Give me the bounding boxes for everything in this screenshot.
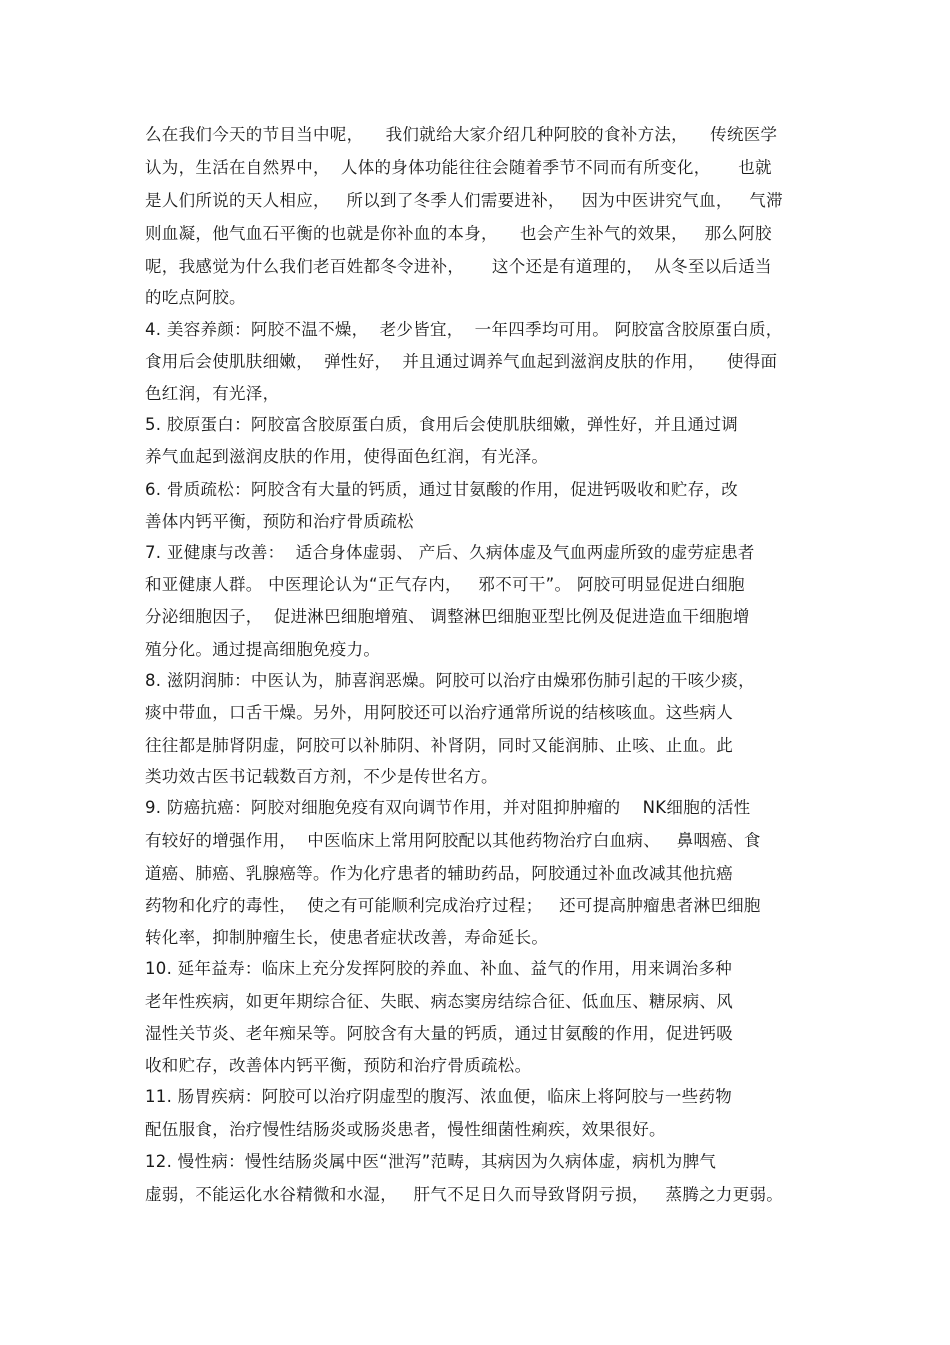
text-line: 呢，我感觉为什么我们老百姓都冬令进补， 这个还是有道理的， 从冬至以后适当 [145, 257, 772, 276]
text-line: 殖分化。通过提高细胞免疫力。 [145, 640, 381, 659]
text-line: 10. 延年益寿：临床上充分发挥阿胶的养血、补血、益气的作用，用来调治多种 [145, 959, 733, 978]
text-line: 认为，生活在自然界中， 人体的身体功能往往会随着季节不同而有所变化， 也就 [145, 158, 772, 177]
text-line: 8. 滋阴润肺：中医认为，肺喜润恶燥。阿胶可以治疗由燥邪伤肺引起的干咳少痰， [145, 671, 755, 690]
text-line: 食用后会使肌肤细嫩， 弹性好， 并且通过调养气血起到滋润皮肤的作用， 使得面 [145, 352, 778, 371]
text-line: 有较好的增强作用， 中医临床上常用阿胶配以其他药物治疗白血病、 鼻咽癌、食 [145, 831, 761, 850]
text-line: 痰中带血，口舌干燥。另外，用阿胶还可以治疗通常所说的结核咳血。这些病人 [145, 703, 733, 722]
text-line: 养气血起到滋润皮肤的作用，使得面色红润，有光泽。 [145, 447, 549, 466]
text-line: 是人们所说的天人相应， 所以到了冬季人们需要进补， 因为中医讲究气血， 气滞 [145, 191, 783, 210]
text-line: 11. 肠胃疾病：阿胶可以治疗阴虚型的腹泻、浓血便，临床上将阿胶与一些药物 [145, 1087, 733, 1106]
text-line: 么在我们今天的节目当中呢， 我们就给大家介绍几种阿胶的食补方法， 传统医学 [145, 125, 778, 144]
text-line: 6. 骨质疏松：阿胶含有大量的钙质，通过甘氨酸的作用，促进钙吸收和贮存，改 [145, 480, 739, 499]
text-line: 色红润，有光泽， [145, 384, 280, 403]
text-line: 分泌细胞因子， 促进淋巴细胞增殖、 调整淋巴细胞亚型比例及促进造血干细胞增 [145, 607, 750, 626]
text-line: 湿性关节炎、老年痴呆等。阿胶含有大量的钙质，通过甘氨酸的作用，促进钙吸 [145, 1024, 733, 1043]
text-line: 12. 慢性病：慢性结肠炎属中医“泄泻”范畴，其病因为久病体虚，病机为脾气 [145, 1152, 717, 1171]
text-line: 道癌、肺癌、乳腺癌等。作为化疗患者的辅助药品，阿胶通过补血改减其他抗癌 [145, 864, 733, 883]
text-line: 往往都是肺肾阴虚，阿胶可以补肺阴、补肾阴，同时又能润肺、止咳、止血。此 [145, 736, 733, 755]
text-line: 配伍服食，治疗慢性结肠炎或肠炎患者，慢性细菌性痢疾，效果很好。 [145, 1120, 666, 1139]
text-line: 4. 美容养颜：阿胶不温不燥， 老少皆宜， 一年四季均可用。 阿胶富含胶原蛋白质， [145, 320, 783, 339]
text-line: 收和贮存，改善体内钙平衡，预防和治疗骨质疏松。 [145, 1056, 532, 1075]
text-line: 药物和化疗的毒性， 使之有可能顺利完成治疗过程； 还可提高肿瘤患者淋巴细胞 [145, 896, 761, 915]
text-line: 虚弱，不能运化水谷精微和水湿， 肝气不足日久而导致肾阴亏损， 蒸腾之力更弱。 [145, 1185, 784, 1204]
text-line: 类功效古医书记载数百方剂，不少是传世名方。 [145, 767, 498, 786]
text-line: 7. 亚健康与改善： 适合身体虚弱、 产后、久病体虚及气血两虚所致的虚劳症患者 [145, 543, 755, 562]
text-line: 的吃点阿胶。 [145, 288, 246, 307]
text-line: 9. 防癌抗癌：阿胶对细胞免疫有双向调节作用，并对阻抑肿瘤的 NK细胞的活性 [145, 798, 751, 817]
text-line: 善体内钙平衡，预防和治疗骨质疏松 [145, 512, 414, 531]
text-line: 老年性疾病，如更年期综合征、失眠、病态窦房结综合征、低血压、糖尿病、风 [145, 992, 733, 1011]
text-line: 转化率，抑制肿瘤生长，使患者症状改善，寿命延长。 [145, 928, 549, 947]
text-line: 5. 胶原蛋白：阿胶富含胶原蛋白质，食用后会使肌肤细嫩，弹性好，并且通过调 [145, 415, 739, 434]
text-line: 和亚健康人群。 中医理论认为“正气存内， 邪不可干”。 阿胶可明显促进白细胞 [145, 575, 745, 594]
text-line: 则血凝，他气血石平衡的也就是你补血的本身， 也会产生补气的效果， 那么阿胶 [145, 224, 772, 243]
